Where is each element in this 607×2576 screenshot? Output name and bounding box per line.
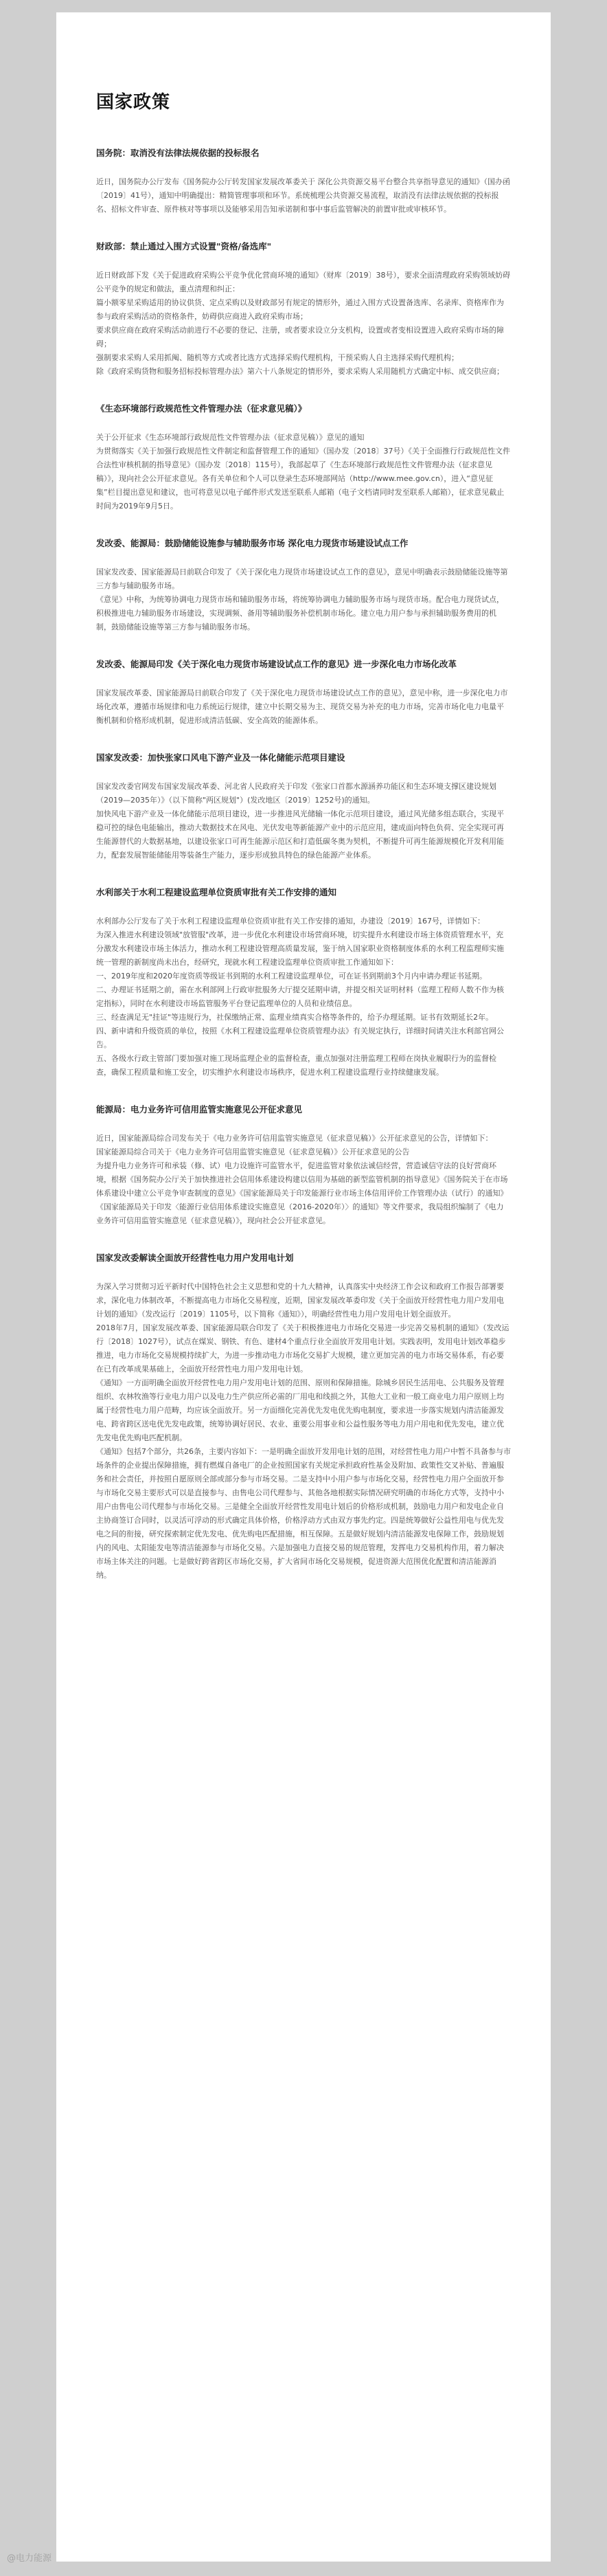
section-paragraph: 2018年7月，国家发展改革委、国家能源局联合印发了《关于积极推进电力市场化交易进一步完善交易机制的通知》（发改运行〔2018〕1027号），试点在煤炭、钢铁、有色、建材4个重点行业全面放开发用电计划。实践表明，发用电计划改革稳步推进，电力市场化交易规模持续扩大，为进一步推动电力市场化交易扩大规模，建立更加完善的电力市场交易体系，有必要在已有改革成果基础上，全面放开经营性电力用户发用电计划。 — [96, 1323, 509, 1374]
policy-section — [96, 146, 511, 216]
section-title: 能源局：电力业务许可信用监管实施意见公开征求意见 — [96, 1104, 303, 1115]
page-title: 国家政策 — [96, 92, 171, 113]
section-body — [96, 269, 511, 379]
section-paragraph: 《通知》一方面明确全面放开经营性电力用户发用电计划的范围、原则和保障措施。除城乡居民生活用电、公共服务及管理组织、农林牧渔等行业电力用户以及电力生产供应所必需的厂用电和线损之外，其他大工业和一般工商业电力用户原则上均属于经营性电力用户范畴，均应该全面放开。另一方面细化完善优先发电优先购电制度，要求进一步落实规划内清洁能源发电、跨省跨区送电优先发电政策，统筹协调好居民、农业、重要公用事业和公益性服务等电力用户用电和优先发电，建立优先发电优先购电匹配机制。 — [96, 1378, 504, 1442]
section-paragraph: 近日财政部下发《关于促进政府采购公平竞争优化营商环境的通知》（财库〔2019〕38号），要求全面清理政府采购领域妨碍公平竞争的规定和做法，重点清理和纠正： — [96, 271, 510, 293]
section-title: 发改委、能源局：鼓励储能设施参与辅助服务市场 深化电力现货市场建设试点工作 — [96, 538, 409, 548]
section-body — [96, 915, 511, 1079]
section-paragraph: 《意见》中称，为统筹协调电力现货市场和辅助服务市场，将统筹协调电力辅助服务市场与现货市场。配合电力现货试点，积极推进电力辅助服务市场建设，实现调频、备用等辅助服务补偿机制市场化。建立电力用户参与承担辅助服务费用的机制，鼓励储能设施等第三方参与辅助服务市场。 — [96, 595, 504, 631]
section-paragraph: 强制要求采购人采用抓阄、随机等方式或者比选方式选择采购代理机构，干预采购人自主选择采购代理机构； — [96, 353, 459, 362]
policy-section — [96, 1251, 511, 1582]
section-paragraph: 四、新申请和升级资质的单位，按照《水利工程建设监理单位资质管理办法》有关规定执行，详细时间请关注水利部官网公告。 — [96, 1027, 504, 1049]
section-title: 财政部：禁止通过入围方式设置"资格/备选库" — [96, 241, 272, 251]
section-paragraph: 一、2019年度和2020年度资质等级证书到期的水利工程建设监理单位，可在证书到期前3个月内申请办理证书延期。 — [96, 972, 487, 981]
section-body — [96, 686, 511, 728]
section-paragraph: 要求供应商在政府采购活动前进行不必要的登记、注册，或者要求设立分支机构，设置或者变相设置进入政府采购市场的障碍； — [96, 326, 504, 348]
section-paragraph: 三、经查满足无"挂证"等违规行为，社保缴纳正常、监理业绩真实合格等条件的，给予办理延期。证书有效期延长2年。 — [96, 1013, 494, 1022]
watermark: @电力能源 — [7, 2553, 52, 2564]
section-body — [96, 431, 511, 513]
policy-section — [96, 537, 511, 634]
section-paragraph: 为贯彻落实《关于加强行政规范性文件制定和监督管理工作的通知》（国办发〔2018〕37号）《关于全面推行行政规范性文件合法性审核机制的指导意见》（国办发〔2018〕115号），我部起草了《生态环境部行政规范性文件管理办法（征求意见稿）》，现向社会公开征求意见。各有关单位和个人可以登录生态环境部网站（http://www.mee.gov.cn），进入“意见征集”栏目提出意见和建议，也可将意见以电子邮件形式发送至联系人邮箱（电子文档请同时发至联系人邮箱），征求意见截止时间为2019年9月5日。 — [96, 447, 510, 511]
section-title: 国家发改委解读全面放开经营性电力用户发用电计划 — [96, 1253, 294, 1263]
article-page — [56, 12, 551, 2562]
section-body — [96, 565, 511, 634]
section-paragraph: 国家发展改革委、国家能源局日前联合印发了《关于深化电力现货市场建设试点工作的意见》，意见中称，进一步深化电力市场化改革，遵循市场规律和电力系统运行规律，建立中长期交易为主、现货交易为补充的电力市场，完善市场化电力电量平衡机制和价格形成机制，促进形成清洁低碳、安全高效的能源体系。 — [96, 688, 508, 725]
section-paragraph: 近日，国务院办公厅发布《国务院办公厅转发国家发展改革委关于 深化公共资源交易平台整合共享指导意见的通知》（国办函〔2019〕41号），通知中明确提出：精简管理事项和环节。系统梳理公共资源交易流程，取消没有法律法规依据的投标报名、招标文件审查、原件核对等事项以及能够采用告知承诺制和事中事后监管解决的前置审批或审核环节。 — [96, 177, 510, 214]
policy-section — [96, 240, 511, 379]
section-paragraph: 加快风电下游产业及一体化储能示范项目建设，进一步推进风光储输一体化示范项目建设，通过风光储多组态联合，实现平稳可控的绿色电能输出，推动大数据技术在风电、光伏发电等新能源产业中的示范应用，建成面向特色负荷、完全实现可再生能源替代的大数据基地，以建设张家口可再生能源示范区和打造低碳冬奥为契机，不断提升可再生能源规模化开发利用能力，配套发展智能储能用等装备生产能力，逐步形成独具特色的绿色能源产业体系。 — [96, 809, 504, 860]
section-title: 水利部关于水利工程建设监理单位资质审批有关工作安排的通知 — [96, 887, 337, 897]
policy-section — [96, 658, 511, 728]
section-paragraph: 国家发改委官网发布国家发展改革委、河北省人民政府关于印发《张家口首都水源涵养功能区和生态环境支撑区建设规划（2019—2035年）》（以下简称"两区规划"）(发改地区〔2019〕1252号)的通知。 — [96, 782, 496, 805]
section-paragraph: 关于公开征求《生态环境部行政规范性文件管理办法（征求意见稿）》意见的通知 — [96, 433, 365, 442]
policy-section — [96, 402, 511, 513]
section-body — [96, 1280, 511, 1582]
section-title: 发改委、能源局印发《关于深化电力现货市场建设试点工作的意见》进一步深化电力市场化改革 — [96, 659, 457, 669]
policy-section — [96, 886, 511, 1079]
section-body — [96, 780, 511, 862]
section-paragraph: 篇小额零星采购适用的协议供货、定点采购以及财政部另有规定的情形外，通过入围方式设置备选库、名录库、资格库作为参与政府采购活动的资格条件，妨碍供应商进入政府采购市场； — [96, 298, 504, 321]
section-title: 国家发改委：加快张家口风电下游产业及一体化储能示范项目建设 — [96, 752, 345, 763]
section-body — [96, 1132, 511, 1228]
sections-container — [96, 146, 511, 1582]
section-title: 国务院：取消没有法律法规依据的投标报名 — [96, 148, 260, 158]
policy-section — [96, 1103, 511, 1228]
policy-section — [96, 751, 511, 862]
section-paragraph: 水利部办公厅发布了关于水利工程建设监理单位资质审批有关工作安排的通知，办建设〔2019〕167号，详情如下： — [96, 917, 485, 926]
section-paragraph: 国家能源局综合司关于《电力业务许可信用监管实施意见（征求意见稿）》公开征求意见的公告 — [96, 1147, 410, 1156]
section-body — [96, 175, 511, 216]
section-paragraph: 为提升电力业务许可和承装（修、试）电力设施许可监管水平，促进监管对象依法诚信经营，营造诚信守法的良好营商环境，根据《国务院办公厅关于加快推进社会信用体系建设构建以信用为基础的新型监管机制的指导意见》《国务院关于在市场体系建设中建立公平竞争审查制度的意见》《国家能源局关于印发能源行业市场主体信用评价工作管理办法（试行）的通知》《国家能源局关于印发〈能源行业信用体系建设实施意见（2016-2020年）〉的通知》等文件要求，我局组织编制了《电力业务许可信用监管实施意见（征求意见稿）》，现向社会公开征求意见。 — [96, 1161, 508, 1225]
section-paragraph: 《通知》包括7个部分，共26条，主要内容如下：一是明确全面放开发用电计划的范围，对经营性电力用户中暂不具备参与市场条件的企业提出保障措施，拥有燃煤自备电厂的企业按照国家有关规定承担政府性基金及附加、政策性交叉补贴、普遍服务和社会责任，并按照自愿原则全部或部分参与市场交易。二是支持中小用户参与市场化交易，经营性电力用户全面放开参与市场化交易主要形式可以是直接参与、由售电公司代理参与、其他各地根据实际情况研究明确的市场化方式等，支持中小用户由售电公司代理参与市场化交易。三是健全全面放开经营性发用电计划后的价格形成机制，鼓励电力用户和发电企业自主协商签订合同时，以灵活可浮动的形式确定具体价格，价格浮动方式由双方事先约定。四是统筹做好公益性用电与优先发电之间的衔接，研究探索制定优先发电、优先购电匹配措施，相互保障。五是做好规划内清洁能源发电保障工作，鼓励规划内的风电、太阳能发电等清洁能源参与市场化交易。六是加强电力直接交易的规范管理，发挥电力交易机构作用，着力解决市场主体关注的问题。七是做好跨省跨区市场化交易，扩大省间市场化交易规模，促进资源大范围优化配置和清洁能源消纳。 — [96, 1447, 511, 1580]
section-paragraph: 国家发改委、国家能源局日前联合印发了《关于深化电力现货市场建设试点工作的意见》，意见中明确表示鼓励储能设施等第三方参与辅助服务市场。 — [96, 568, 508, 590]
section-paragraph: 五、各级水行政主管部门要加强对施工现场监理企业的监督检查，重点加强对注册监理工程师在岗执业履职行为的监督检查，确保工程质量和施工安全，切实维护水利建设市场秩序，促进水利工程建设监理行业持续健康发展。 — [96, 1054, 496, 1077]
section-paragraph: 近日，国家能源局综合司发布关于《电力业务许可信用监管实施意见（征求意见稿）》公开征求意见的公告，详情如下： — [96, 1134, 493, 1143]
section-paragraph: 除《政府采购货物和服务招标投标管理办法》第六十八条规定的情形外，要求采购人采用随机方式确定中标、成交供应商； — [96, 367, 504, 376]
section-paragraph: 为深入学习贯彻习近平新时代中国特色社会主义思想和党的十九大精神，认真落实中央经济工作会议和政府工作报告部署要求，深化电力体制改革，不断提高电力市场化交易程度，近期，国家发展改革委印发《关于全面放开经营性电力用户发用电计划的通知》（发改运行〔2019〕1105号，以下简称《通知》），明确经营性电力用户发用电计划全面放开。 — [96, 1282, 504, 1319]
section-paragraph: 为深入推进水利建设领域"放管服"改革，进一步优化水利建设市场营商环境，切实提升水利建设市场主体资质管理水平，充分激发水利建设市场主体活力，推动水利工程建设管理高质量发展，鉴于纳入国家职业资格制度体系的水利工程监理师实施统一管理的新制度尚未出台，经研究，现就水利工程建设监理单位资质审批工作通知如下： — [96, 930, 504, 967]
section-paragraph: 二、办理证书延期之前，需在水利部网上行政审批服务大厅提交延期申请，并提交相关证明材料（监理工程师人数不作为核定指标），同时在水利建设市场监管服务平台登记监理单位的人员和业绩信息。 — [96, 985, 504, 1008]
section-title: 《生态环境部行政规范性文件管理办法（征求意见稿）》 — [96, 403, 307, 414]
